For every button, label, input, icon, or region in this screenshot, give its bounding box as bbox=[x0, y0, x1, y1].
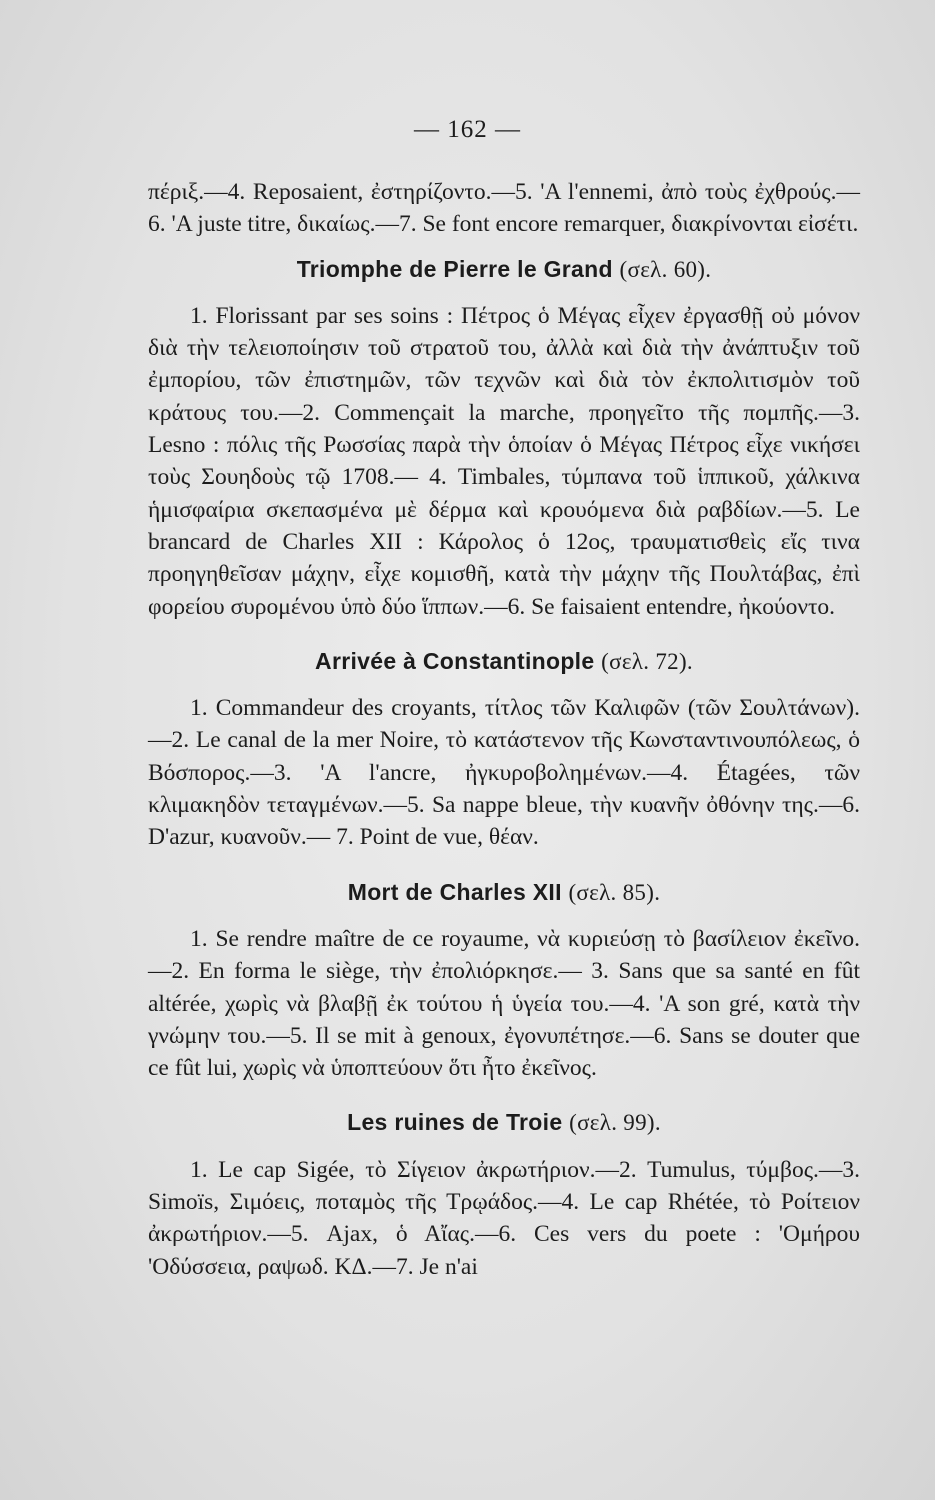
section-text-ruines: 1. Le cap Sigée, τὸ Σίγειον ἀκρωτήριον.—2. Tumulus, τύμβος.—3. Simoïs, Σιμόεις, ποταμὸς τῆς Τρῳάδος.—4. Le cap Rhétée, τὸ Ροίτειον ἀκρωτήριον.—5. Ajax, ὁ Αἴας.—6. Ces vers du poete : 'Ομήρου 'Οδύσσεια, ραψωδ. ΚΔ.—7. Je n'ai bbox=[148, 1156, 860, 1280]
section-title: Arrivée à Constantinople bbox=[315, 647, 595, 674]
section-heading-triomphe bbox=[148, 253, 860, 286]
intro-paragraph: πέριξ.—4. Reposaient, ἐστηρίζοντο.—5. 'A l'ennemi, ἀπὸ τοὺς ἐχθρούς.—6. 'A juste titre, δικαίως.—7. Se font encore remarquer, διακρίνονται εἰσέτι. bbox=[148, 179, 860, 238]
section-heading-ruines bbox=[148, 1106, 860, 1139]
section-text-triomphe: 1. Florissant par ses soins : Πέτρος ὁ Μέγας εἶχεν ἐργασθῇ οὐ μόνον διὰ τὴν τελειοποίησιν τοῦ στρατοῦ του, ἀλλὰ καὶ διὰ τὴν ἀνάπτυξιν τοῦ ἐμπορίου, τῶν ἐπιστημῶν, τῶν τεχνῶν καὶ διὰ τὸν ἐκπολιτισμὸν τοῦ κράτους του.—2. Commençait la marche, προηγεῖτο τῆς πομπῆς.—3. Lesno : πόλις τῆς Ρωσσίας παρὰ τὴν ὁποίαν ὁ Μέγας Πέτρος εἶχε νικήσει τοὺς Σουηδοὺς τῷ 1708.— 4. Timbales, τύμπανα τοῦ ἱππικοῦ, χάλκινα ἡμισφαίρια σκεπασμένα μὲ δέρμα καὶ κρουόμενα διὰ ραβδίων.—5. Le brancard de Charles XII : Κάρολος ὁ 12ος, τραυματισθεὶς εἴς τινα προηγηθεῖσαν μάχην, εἶχε κομισθῆ, κατὰ τὴν μάχην τῆς Πουλτάβας, ἐπὶ φορείου συρομένου ὑπὸ δύο ἵππων.—6. Se faisaient entendre, ἠκούοντο. bbox=[148, 302, 860, 620]
section-heading-mort bbox=[148, 876, 860, 909]
section-heading-arrivee bbox=[148, 645, 860, 678]
page-content bbox=[148, 176, 860, 1283]
section-text-arrivee: 1. Commandeur des croyants, τίτλος τῶν Καλιφῶν (τῶν Σουλτάνων).—2. Le canal de la mer Noire, τὸ κατάστενον τῆς Κωνσταντινουπόλεως, ὁ Βόσπορος.—3. 'A l'ancre, ἠγκυροβολημένων.—4. Étagées, τῶν κλιμακηδὸν τεταγμένων.—5. Sa nappe bleue, τὴν κυανῆν ὀθόνην της.—6. D'azur, κυανοῦν.— 7. Point de vue, θέαν. bbox=[148, 695, 860, 851]
section-page-ref: (σελ. 60). bbox=[619, 256, 712, 282]
section-title: Triomphe de Pierre le Grand bbox=[296, 255, 613, 282]
section-page-ref: (σελ. 99). bbox=[569, 1110, 661, 1136]
section-text-mort: 1. Se rendre maître de ce royaume, νὰ κυριεύσῃ τὸ βασίλειον ἐκεῖνο.—2. En forma le siège, τὴν ἐπολιόρκησε.— 3. Sans que sa santé en fût altérée, χωρὶς νὰ βλαβῇ ἐκ τούτου ἡ ὑγεία του.—4. 'A son gré, κατὰ τὴν γνώμην του.—5. Il se mit à genoux, ἐγονυπέτησε.—6. Sans se douter que ce fût lui, χωρὶς νὰ ὑποπτεύουν ὅτι ἦτο ἐκεῖνος. bbox=[148, 925, 860, 1082]
page-number: — 162 — bbox=[414, 116, 521, 143]
section-page-ref: (σελ. 85). bbox=[568, 879, 661, 905]
section-title: Les ruines de Troie bbox=[347, 1109, 563, 1136]
section-title: Mort de Charles XII bbox=[347, 878, 562, 905]
section-page-ref: (σελ. 72). bbox=[601, 648, 693, 674]
